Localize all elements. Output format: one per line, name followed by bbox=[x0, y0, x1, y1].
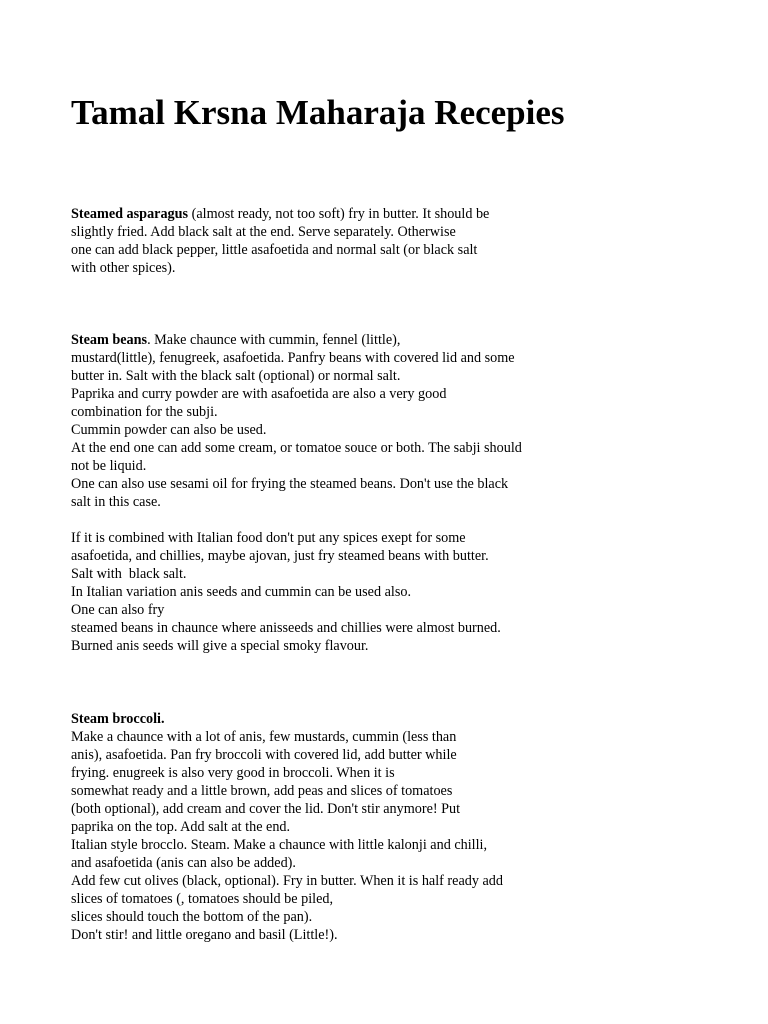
recipe-line: Italian style brocclo. Steam. Make a chaunce with little kalonji and chilli, bbox=[71, 837, 488, 853]
recipe-line: slightly fried. Add black salt at the end. Serve separately. Otherwise bbox=[71, 224, 456, 240]
recipe-heading: Steam beans bbox=[71, 332, 148, 348]
recipe-line: Don't stir! and little oregano and basil (Little!). bbox=[71, 927, 338, 943]
recipe-line: anis), asafoetida. Pan fry broccoli with covered lid, add butter while bbox=[71, 747, 457, 763]
recipe-line: asafoetida, and chillies, maybe ajovan, just fry steamed beans with butter. bbox=[71, 548, 489, 564]
recipe-line: mustard(little), fenugreek, asafoetida. Panfry beans with covered lid and some bbox=[71, 350, 515, 366]
recipe-line: In Italian variation anis seeds and cummin can be used also. bbox=[71, 584, 412, 600]
recipe-broccoli bbox=[71, 710, 503, 944]
recipe-line: Salt with black salt. bbox=[71, 566, 187, 582]
recipe-line: frying. enugreek is also very good in broccoli. When it is bbox=[71, 765, 395, 781]
page-title: Tamal Krsna Maharaja Recepies bbox=[71, 93, 565, 132]
recipe-line: Cummin powder can also be used. bbox=[71, 422, 267, 438]
recipe-line: salt in this case. bbox=[71, 494, 161, 510]
recipe-line: combination for the subji. bbox=[71, 404, 218, 420]
recipe-line: Add few cut olives (black, optional). Fry in butter. When it is half ready add bbox=[71, 873, 503, 889]
recipe-line: paprika on the top. Add salt at the end. bbox=[71, 819, 291, 835]
paragraph-gap bbox=[71, 511, 522, 529]
recipe-first-line bbox=[71, 331, 522, 349]
recipe-line: slices should touch the bottom of the pan). bbox=[71, 909, 313, 925]
recipe-first-line bbox=[71, 205, 489, 223]
recipe-line: not be liquid. bbox=[71, 458, 147, 474]
recipe-text: . Make chaunce with cummin, fennel (little), bbox=[147, 332, 401, 348]
recipe-line: butter in. Salt with the black salt (optional) or normal salt. bbox=[71, 368, 401, 384]
recipe-line: (both optional), add cream and cover the lid. Don't stir anymore! Put bbox=[71, 801, 461, 817]
recipe-line: Make a chaunce with a lot of anis, few mustards, cummin (less than bbox=[71, 729, 457, 745]
recipe-line: One can also fry bbox=[71, 602, 165, 618]
recipe-line: If it is combined with Italian food don't put any spices exept for some bbox=[71, 530, 466, 546]
recipe-line: One can also use sesami oil for frying the steamed beans. Don't use the black bbox=[71, 476, 509, 492]
recipe-line: steamed beans in chaunce where anisseeds and chillies were almost burned. bbox=[71, 620, 501, 636]
recipe-line: Burned anis seeds will give a special smoky flavour. bbox=[71, 638, 369, 654]
recipe-asparagus bbox=[71, 205, 489, 277]
recipe-heading: Steam broccoli. bbox=[71, 711, 165, 727]
recipe-line: with other spices). bbox=[71, 260, 176, 276]
recipe-heading: Steamed asparagus bbox=[71, 206, 189, 222]
recipe-beans bbox=[71, 331, 522, 655]
recipe-line: one can add black pepper, little asafoetida and normal salt (or black salt bbox=[71, 242, 478, 258]
recipe-line: At the end one can add some cream, or tomatoe souce or both. The sabji should bbox=[71, 440, 522, 456]
recipe-line: and asafoetida (anis can also be added). bbox=[71, 855, 296, 871]
recipe-line: slices of tomatoes (, tomatoes should be piled, bbox=[71, 891, 334, 907]
recipe-text: (almost ready, not too soft) fry in butter. It should be bbox=[188, 206, 490, 222]
recipe-line: somewhat ready and a little brown, add peas and slices of tomatoes bbox=[71, 783, 453, 799]
recipe-line: Paprika and curry powder are with asafoetida are also a very good bbox=[71, 386, 447, 402]
